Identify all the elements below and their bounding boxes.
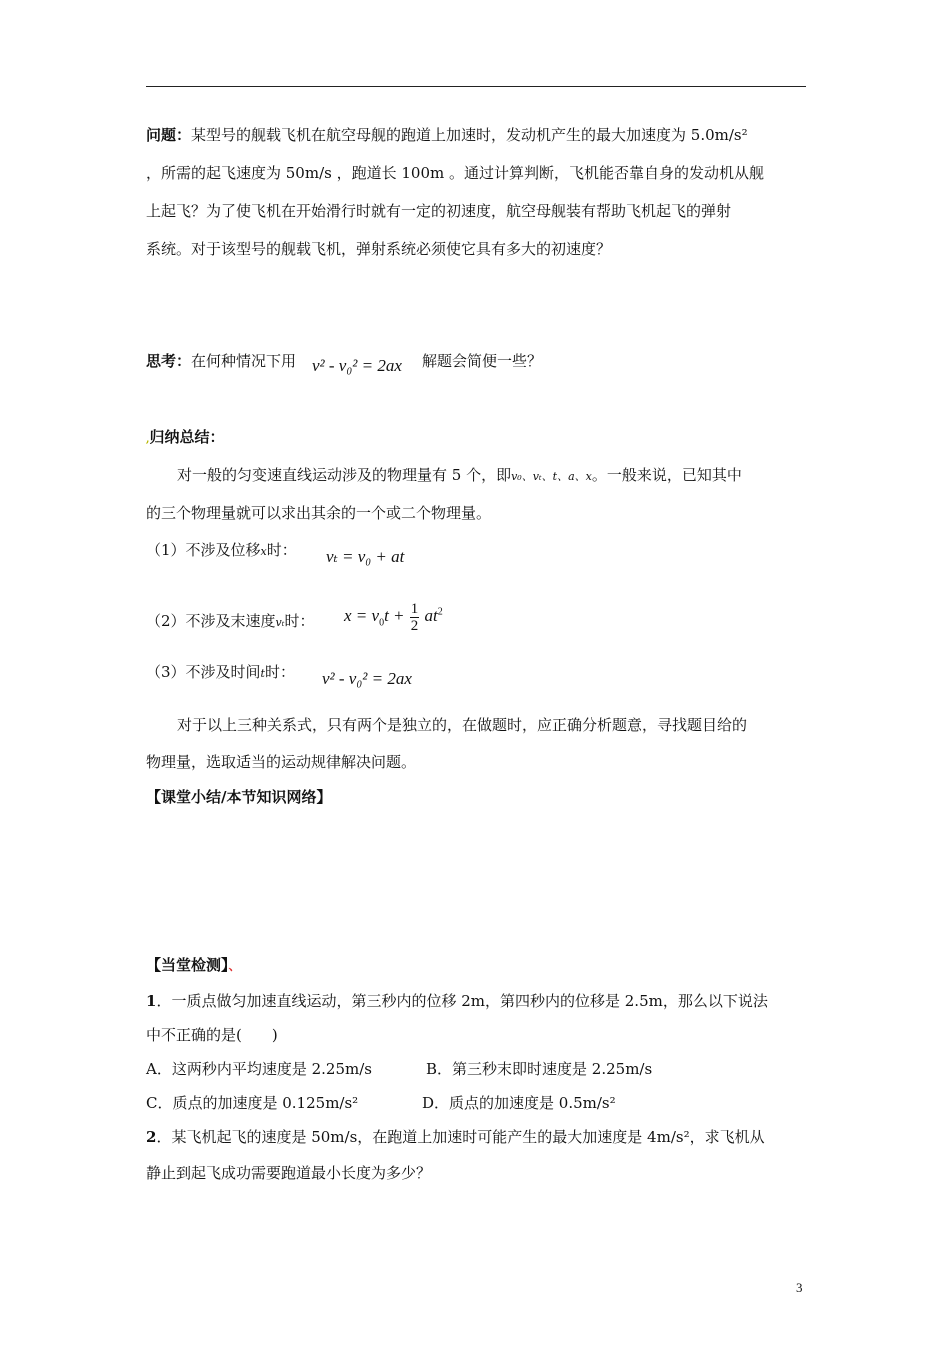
- option-d: D．质点的加速度是 0.5m/s²: [422, 1094, 616, 1112]
- option-a: A．这两秒内平均速度是 2.25m/s: [146, 1060, 372, 1078]
- conclusion-1: 对于以上三种关系式，只有两个是独立的，在做题时，应正确分析题意，寻找题目给的: [177, 716, 748, 734]
- class-summary-heading: 【课堂小结/本节知识网络】: [146, 788, 332, 806]
- page-number: 3: [796, 1280, 803, 1295]
- summary-intro-1: 对一般的匀变速直线运动涉及的物理量有 5 个，即v₀、vₜ、t、a、x。一般来说，已知其中: [177, 466, 742, 484]
- conclusion-2: 物理量，选取适当的运动规律解决问题。: [146, 753, 417, 771]
- think-label: 思考：: [146, 352, 192, 370]
- question-1-line-1: 1．一质点做匀加速直线运动，第三秒内的位移 2m，第四秒内的位移是 2.5m，那么以下说法: [146, 992, 768, 1010]
- summary-heading: ,归纳总结：: [146, 428, 225, 446]
- formula-displacement: $x = v_0t$ + $\frac{1}{2}$ $at^2$: [344, 601, 443, 634]
- question-1-number: 1: [146, 992, 157, 1010]
- problem-line-4: 系统。对于该型号的舰载飞机，弹射系统必须使它具有多大的初速度？: [146, 240, 612, 258]
- think-before: 在何种情况下用: [191, 352, 297, 370]
- edit-mark-icon: 、: [228, 959, 241, 973]
- problem-line-2: ，所需的起飞速度为 50m/s ，跑道长 100m 。通过计算判断，飞机能否靠自身的发动机从舰: [146, 164, 764, 182]
- problem-label: 问题：: [146, 126, 192, 144]
- think-line: [146, 352, 296, 370]
- problem-line-3: 上起飞？为了使飞机在开始滑行时就有一定的初速度，航空母舰装有帮助飞机起飞的弹射: [146, 202, 732, 220]
- question-1-line-2: 中不正确的是( ): [146, 1026, 278, 1044]
- item-2: （2）不涉及末速度vₜ时：: [146, 612, 315, 630]
- edit-mark-icon: ,: [146, 434, 150, 445]
- option-c: C．质点的加速度是 0.125m/s²: [146, 1094, 359, 1112]
- question-2-line-1: 2．某飞机起飞的速度是 50m/s，在跑道上加速时可能产生的最大加速度是 4m/s²，求飞机从: [146, 1128, 765, 1146]
- question-2-number: 2: [146, 1128, 157, 1146]
- problem-text-1: 某型号的舰载飞机在航空母舰的跑道上加速时，发动机产生的最大加速度为 5.0m/s²: [191, 126, 748, 144]
- think-formula: v² - v₀² = 2ax: [312, 356, 402, 375]
- option-b: B．第三秒末即时速度是 2.25m/s: [426, 1060, 653, 1078]
- item-1: （1）不涉及位移x时：: [146, 541, 297, 559]
- summary-intro-2: 的三个物理量就可以求出其余的一个或二个物理量。: [146, 504, 492, 522]
- think-after: 解题会简便一些？: [422, 352, 543, 370]
- formula-velocity-displacement: v² - v₀² = 2ax: [322, 669, 412, 688]
- variable-list: v₀、vₜ、t、a、x: [511, 470, 592, 483]
- header-rule: [146, 86, 806, 87]
- question-2-line-2: 静止到起飞成功需要跑道最小长度为多少？: [146, 1164, 432, 1182]
- problem-line-1: [146, 126, 748, 144]
- formula-velocity: vₜ = v₀ + at: [326, 547, 405, 566]
- check-heading: 【当堂检测】、: [146, 956, 241, 974]
- item-3: （3）不涉及时间t时：: [146, 663, 295, 681]
